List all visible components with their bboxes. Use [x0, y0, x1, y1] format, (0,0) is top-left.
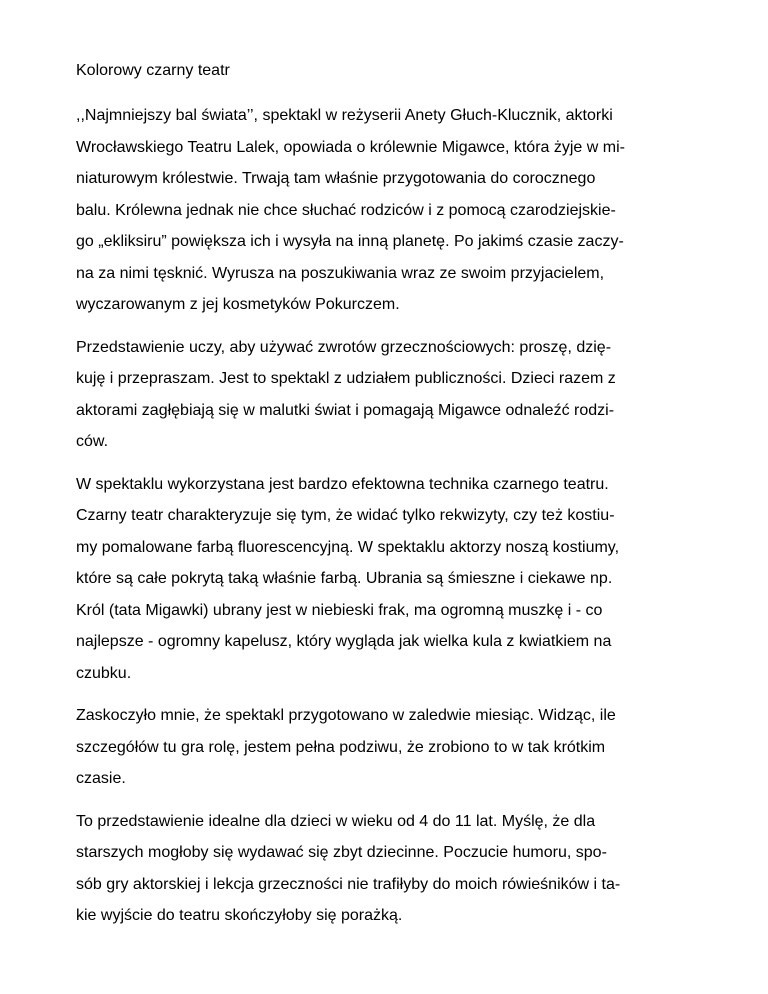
text-line: To przedstawienie idealne dla dzieci w wieku od 4 do 11 lat. Myślę, że dla: [76, 812, 596, 830]
text-line: my pomalowane farbą fluorescencyjną. W spektaklu aktorzy noszą kostiumy,: [76, 538, 620, 556]
text-line: niaturowym królestwie. Trwają tam właśnie przygotowania do corocznego: [76, 170, 596, 187]
document-page: [76, 58, 696, 943]
paragraph-5: [76, 806, 696, 932]
text-line: W spektaklu wykorzystana jest bardzo efektowna technika czarnego teatru.: [76, 475, 609, 493]
text-line: aktorami zagłębiają się w malutki świat i pomagają Migawce odnaleźć rodzi-: [76, 401, 615, 419]
paragraph-4: [76, 700, 696, 795]
text-line: szczegółów tu gra rolę, jestem pełna podziwu, że zrobiono to w tak krótkim: [76, 738, 606, 756]
text-line: czasie.: [76, 770, 126, 787]
text-line: kie wyjście do teatru skończyłoby się porażką.: [76, 907, 403, 924]
text-line: go „ekliksiru” powiększa ich i wysyła na inną planetę. Po jakimś czasie zaczy-: [76, 233, 624, 250]
text-line: które są całe pokrytą taką właśnie farbą. Ubrania są śmieszne i ciekawe np.: [76, 570, 613, 587]
text-line: Przedstawienie uczy, aby używać zwrotów grzecznościowych: proszę, dzię-: [76, 338, 612, 356]
text-line: Zaskoczyło mnie, że spektakl przygotowano w zaledwie miesiąc. Widząc, ile: [76, 707, 616, 724]
text-line: balu. Królewna jednak nie chce słuchać rodziców i z pomocą czarodziejskie-: [76, 201, 616, 219]
text-line: sób gry aktorskiej i lekcja grzeczności nie trafiłyby do moich rówieśników i ta-: [76, 875, 621, 893]
text-line: ,,Najmniejszy bal świata’’, spektakl w reżyserii Anety Głuch-Klucznik, aktorki: [76, 107, 613, 124]
document-title: Kolorowy czarny teatr: [76, 62, 230, 79]
paragraph-3: [76, 469, 696, 690]
text-line: kuję i przepraszam. Jest to spektakl z udziałem publiczności. Dzieci razem z: [76, 370, 616, 387]
text-line: na za nimi tęsknić. Wyrusza na poszukiwania wraz ze swoim przyjacielem,: [76, 264, 605, 282]
text-line: najlepsze - ogromny kapelusz, który wygląda jak wielka kula z kwiatkiem na: [76, 633, 612, 650]
text-line: Wrocławskiego Teatru Lalek, opowiada o królewnie Migawce, która żyje w mi-: [76, 138, 625, 156]
text-line: ców.: [76, 433, 109, 450]
text-line: czubku.: [76, 664, 132, 682]
paragraph-1: [76, 100, 696, 321]
text-line: Król (tata Migawki) ubrany jest w niebieski frak, ma ogromną muszkę i - co: [76, 601, 603, 619]
text-line: wyczarowanym z jej kosmetyków Pokurczem.: [76, 296, 400, 313]
text-line: starszych mogłoby się wydawać się zbyt dziecinne. Poczucie humoru, spo-: [76, 844, 607, 861]
paragraph-2: [76, 332, 696, 458]
text-line: Czarny teatr charakteryzuje się tym, że widać tylko rekwizyty, czy też kostiu-: [76, 507, 615, 524]
